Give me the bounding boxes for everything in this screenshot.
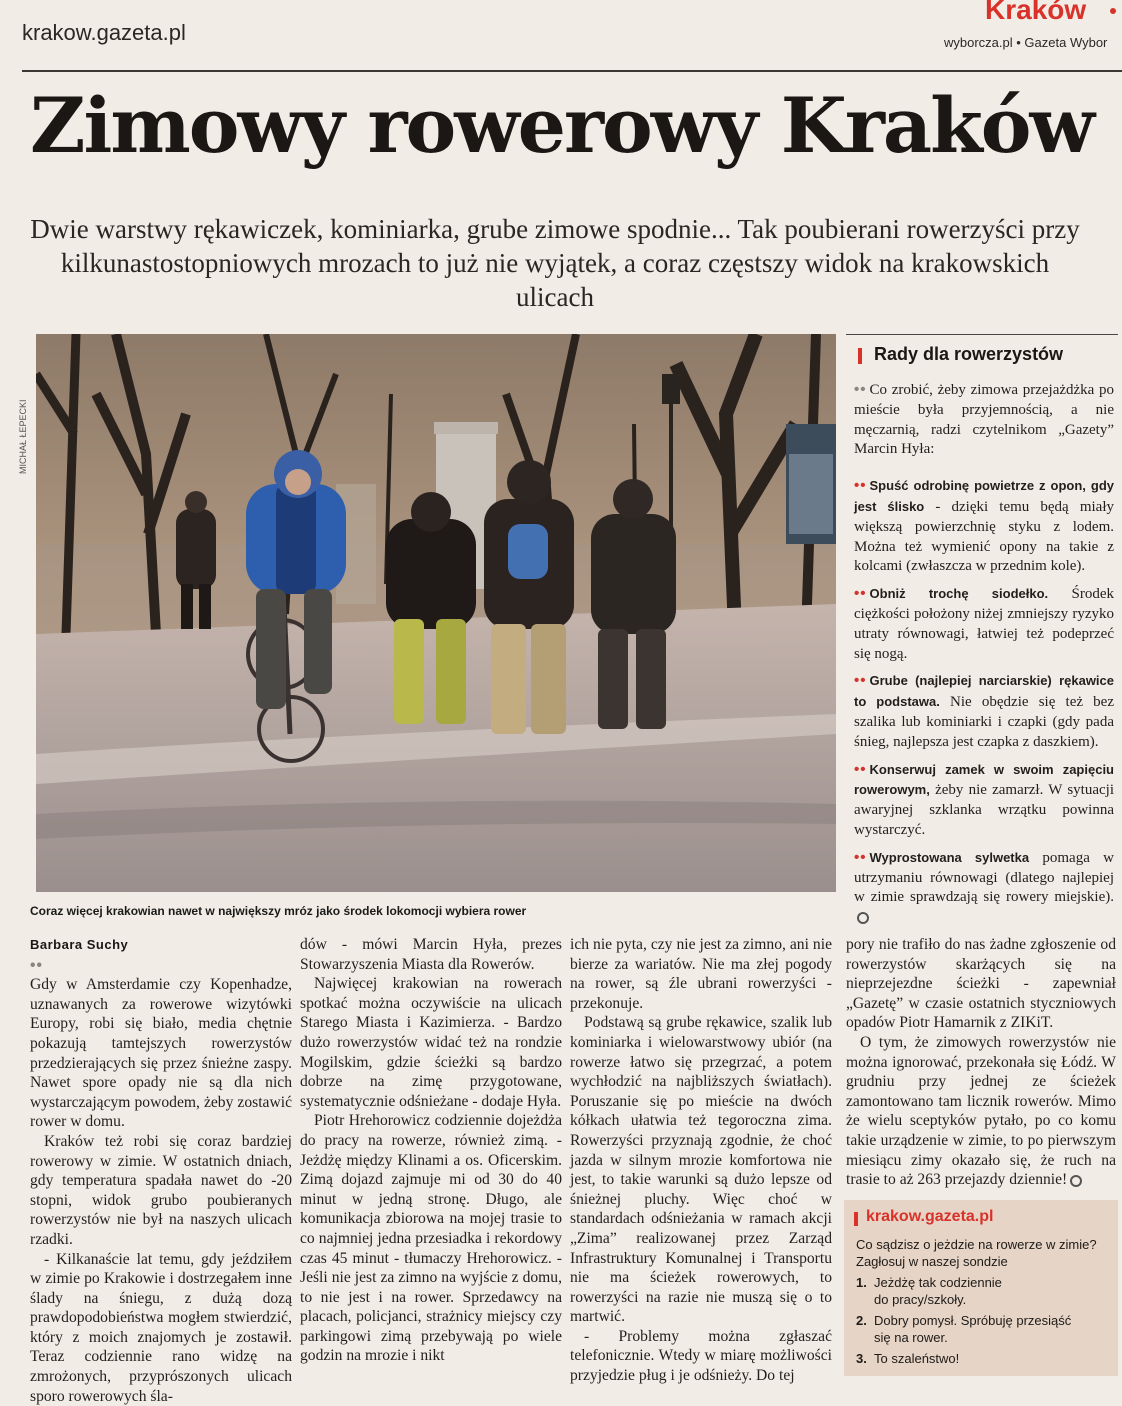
- paragraph: Kraków też robi się coraz bardziej rowerowy w zimie. W ostatnich dniach, gdy temperatura spadała nawet do -20 stopni, widok grubo poubieranych rowerzystów nie był na naszych ulicach rzadki.: [30, 1132, 292, 1250]
- bullet-dots: ••: [30, 956, 292, 976]
- lead-paragraph: Dwie warstwy rękawiczek, kominiarka, grube zimowe spodnie... Tak poubierani rowerzyści przy kilkunastostopniowych mrozach to już nie wyjątek, a coraz częstszy widok na krakowskich ulicach: [30, 212, 1080, 314]
- section-dot: [1110, 8, 1116, 14]
- article-column-4: [846, 935, 1116, 1190]
- paragraph: Piotr Hrehorowicz codziennie dojeżdża do pracy na rowerze, również zimą. - Jeżdżę między Klinami a os. Oficerskim. Zimą dojazd zajmuje mi od 30 do 40 minut w jedną stronę. Długo, ale komunikacja zbiorowa na mojej trasie to co najmniej jedna przesiadka i rekordowy czas 45 minut - tłumaczy Hrehorowicz. - Jeśli nie jest za zimno na wyjście z domu, to nie jest i na rower. Sprzedawcy na placach, policjanci, strażnicy miejscy czy parkingowi zimą przebywają po wiele godzin na mrozie i nikt: [300, 1111, 562, 1366]
- tip-item: •• Konserwuj zamek w swoim zapięciu rowerowym, żeby nie zamarzł. W sytuacji awaryjnej szklanka wrzątku powinna wystarczyć.: [854, 760, 1114, 841]
- paragraph: ich nie pyta, czy nie jest za zimno, ani nie bierze za wariatów. Nie ma złej pogody na rower, są źle ubrani rowerzyści - przekonuje.: [570, 935, 832, 1013]
- tip-item: •• Wyprostowana sylwetka pomaga w utrzymaniu równowagi (dlatego najlepiej w zimie sprawdzają się rowery miejskie).: [854, 848, 1114, 928]
- paragraph: dów - mówi Marcin Hyła, prezes Stowarzyszenia Miasta dla Rowerów.: [300, 935, 562, 974]
- poll-option[interactable]: 1. Jeżdżę tak codziennie do pracy/szkoły.: [856, 1274, 1112, 1308]
- sidebar-rule: [846, 334, 1118, 335]
- photo-caption: Coraz więcej krakowian nawet w największy mróz jako środek lokomocji wybiera rower: [30, 904, 830, 918]
- site-url: krakow.gazeta.pl: [22, 20, 186, 46]
- sidebar-title: Rady dla rowerzystów: [874, 344, 1063, 365]
- article-column-1: [30, 935, 292, 1406]
- headline: Zimowy rowerowy Kraków: [30, 80, 1110, 171]
- poll-box: [844, 1200, 1118, 1376]
- poll-question: Co sądzisz o jeżdzie na rowerze w zimie? Zagłosuj w naszej sondzie: [856, 1236, 1112, 1270]
- title-marker: [854, 1212, 858, 1226]
- poll-option[interactable]: 2. Dobry pomysł. Spróbuję przesiąść się na rower.: [856, 1312, 1112, 1346]
- article-column-2: [300, 935, 562, 1366]
- tip-item: •• Obniż trochę siodełko. Środek ciężkości położony niżej zmniejszy ryzyko utraty równowagi, łatwiej też podeprzeć się nogą.: [854, 584, 1114, 664]
- section-title: Kraków: [985, 0, 1086, 26]
- author-byline: Barbara Suchy: [30, 935, 292, 955]
- paragraph: - Problemy można zgłaszać telefonicznie. Wtedy w miarę możliwości przyjedzie pług i je odśnieży. Do tej: [570, 1327, 832, 1386]
- paragraph: pory nie trafiło do nas żadne zgłoszenie od rowerzystów skarżących się na nieprzejezdne ścieżki - zapewniał „Gazetę” w czasie ostatnich styczniowych opadów Piotr Hamarnik z ZIKiT.: [846, 935, 1116, 1033]
- end-mark-icon: [857, 912, 869, 924]
- article-column-3: [570, 935, 832, 1386]
- top-rule: [22, 70, 1122, 72]
- tip-item: •• Spuść odrobinę powietrze z opon, gdy jest ślisko - dzięki temu będą miały większą powierzchnię styku z lodem. Można też wymienić opony na takie z kolcami (zwłaszcza w przednim kole).: [854, 476, 1114, 577]
- news-photo: [36, 334, 836, 892]
- photo-credit: MICHAŁ ŁEPECKI: [14, 334, 36, 474]
- paragraph: Najwięcej krakowian na rowerach spotkać można oczywiście na ulicach Starego Miasta i Kazimierza. - Bardzo dużo rowerzystów widać też na rondzie Mogilskim, gdzie ścieżki są bardzo dobrze na zimę przygotowane, systematycznie odśnieżane - dodaje Hyła.: [300, 974, 562, 1111]
- poll-title[interactable]: krakow.gazeta.pl: [866, 1208, 993, 1226]
- bullet-dots: ••: [854, 381, 867, 398]
- tip-item: •• Grube (najlepiej narciarskie) rękawice to podstawa. Nie obędzie się też bez szalika lub kominiarki i czapki (gdy pada śnieg, najlepsza jest czapka z daszkiem).: [854, 671, 1114, 752]
- paragraph: Podstawą są grube rękawice, szalik lub kominiarka i wielowarstwowy ubiór (na rowerze łatwo się przegrzać, a potem wychłodzić na najbliższych światłach). Poruszanie się po mieście na dwóch kółkach ułatwia też tegoroczna zima. Rowerzyści przyznają zgodnie, że choć jazda w silnym mrozie komfortowa nie jest, to takie warunki są dużo lepsze od śnieżnej pluchy. Więc choć w standardach odśnieżania w ramach akcji „Zima” realizowanej przez Zarząd Infrastruktury Komunalnej i Transportu nie ma ścieżek rowerowych, to rowerzyści na razie nie muszą się o to martwić.: [570, 1013, 832, 1327]
- paragraph: Gdy w Amsterdamie czy Kopenhadze, uznawanych za rowerowe wizytówki Europy, robi się biało, media chętnie pokazują tamtejszych rowerzystów przedzierających się przez śnieżne zaspy. Nawet spore opady nie są dla nich wystarczającym powodem, żeby zostawić rower w domu.: [30, 975, 292, 1132]
- paragraph: O tym, że zimowych rowerzystów nie można ignorować, przekonała się Łódź. W grudniu przy jednej ze ścieżek zamontowano tam licznik rowerów. Mimo że wielu sceptyków pytało, po co komu takie urządzenie w zimie, to po pierwszym miesiącu zimy okazało się, że ruch na trasie to aż 263 przejazdy dziennie!: [846, 1033, 1116, 1190]
- sidebar-body: [854, 380, 1114, 935]
- end-mark-icon: [1070, 1175, 1082, 1187]
- sidebar-intro: •• Co zrobić, żeby zimowa przejażdżka po mieście była przyjemnością, a nie męczarnią, radzi czytelnikom „Gazety” Marcin Hyła:: [854, 380, 1114, 460]
- paragraph: - Kilkanaście lat temu, gdy jeździłem w zimie po Krakowie i dostrzegałem inne ślady na śniegu, z dużą dozą prawdopodobieństwa mogłem stwierdzić, który z moich znajomych je zostawił. Teraz codziennie rano widzę na zmrożonych, przyprószonych ulicach sporo rowerowych śla-: [30, 1250, 292, 1406]
- tips-sidebar: [846, 334, 1118, 900]
- poll-option[interactable]: 3. To szaleństwo!: [856, 1350, 1112, 1367]
- title-marker: [858, 348, 862, 364]
- brand-line: wyborcza.pl • Gazeta Wybor: [944, 35, 1107, 50]
